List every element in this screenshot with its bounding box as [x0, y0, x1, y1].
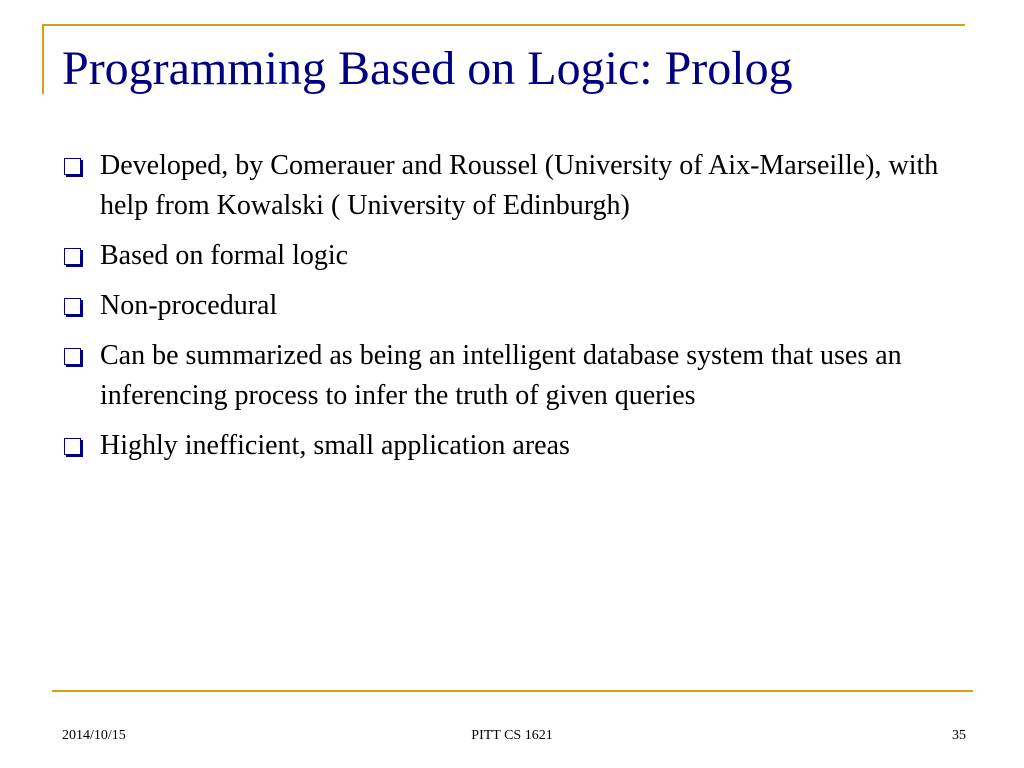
hollow-square-icon	[64, 158, 81, 175]
footer-course: PITT CS 1621	[471, 728, 553, 743]
bullet-text: Highly inefficient, small application areas	[100, 430, 570, 461]
bullet-item	[62, 286, 942, 326]
bullet-item	[62, 236, 942, 276]
bullet-item	[62, 426, 942, 466]
footer-divider	[52, 690, 973, 692]
hollow-square-icon	[64, 298, 81, 315]
bullet-item	[62, 146, 942, 226]
bullet-item	[62, 336, 942, 416]
hollow-square-icon	[64, 248, 81, 265]
bullet-text: Non-procedural	[100, 290, 278, 321]
bullet-text: Can be summarized as being an intelligent database system that uses an inferencing process to infer the truth of given queries	[100, 340, 902, 411]
slide-title: Programming Based on Logic: Prolog	[62, 42, 793, 95]
bullet-list	[62, 146, 942, 476]
bullet-text: Based on formal logic	[100, 240, 349, 271]
footer-date: 2014/10/15	[62, 728, 126, 743]
page-number: 35	[952, 728, 966, 743]
hollow-square-icon	[64, 348, 81, 365]
left-accent-line	[42, 24, 44, 94]
top-accent-line	[42, 24, 965, 26]
bullet-text: Developed, by Comerauer and Roussel (University of Aix-Marseille), with help from Kowalski ( University of Edinburgh)	[100, 150, 939, 221]
hollow-square-icon	[64, 438, 81, 455]
